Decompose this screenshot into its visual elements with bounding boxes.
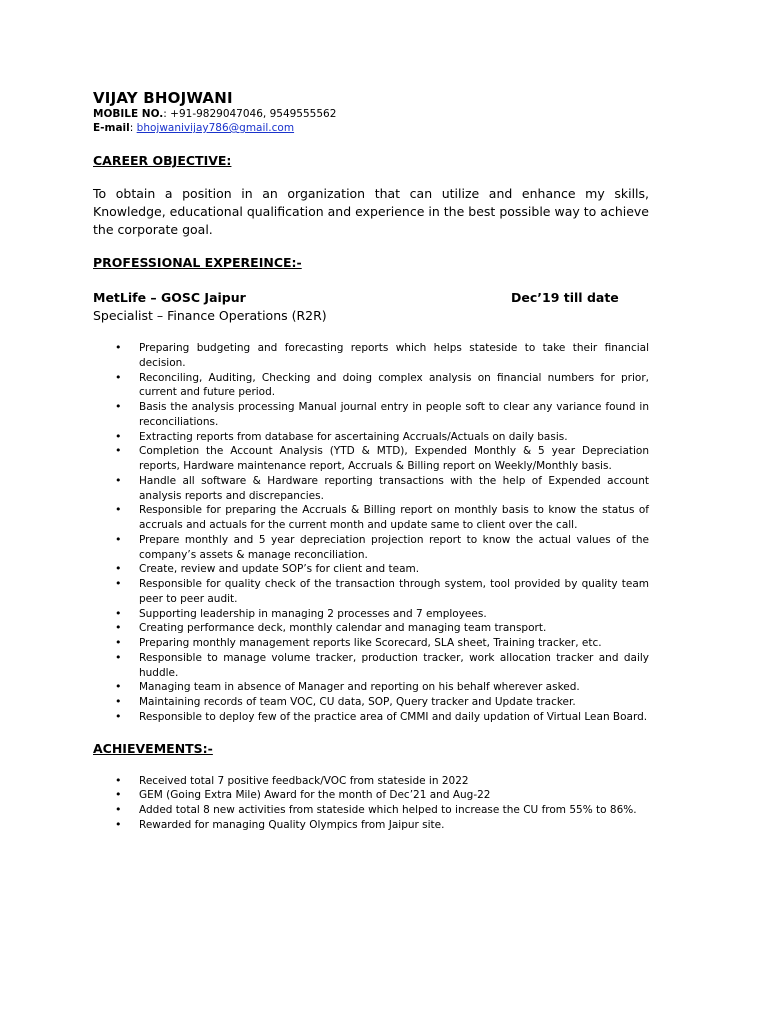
bullet-icon: • <box>115 636 122 649</box>
bullet-icon: • <box>115 621 122 635</box>
achievement-item <box>93 818 649 833</box>
bullet-icon: • <box>115 709 122 723</box>
experience-item <box>93 680 649 695</box>
job-dates: Dec’19 till date <box>511 290 619 305</box>
email-separator: : <box>129 122 137 134</box>
experience-item-text: Supporting leadership in managing 2 processes and 7 employees. <box>139 607 487 620</box>
achievements-bullet-list <box>93 774 649 833</box>
mobile-label: MOBILE NO. <box>93 108 164 120</box>
achievements-heading: ACHIEVEMENTS:- <box>93 740 213 756</box>
experience-bullet-list <box>93 341 649 725</box>
experience-item <box>93 607 649 622</box>
bullet-icon: • <box>115 695 122 708</box>
experience-item-text: Handle all software & Hardware reporting transactions with the help of Expended account analysis reports and discrepancies. <box>139 474 649 502</box>
achievement-item-text: Received total 7 positive feedback/VOC from stateside in 2022 <box>139 774 469 787</box>
experience-item-text: Reconciling, Auditing, Checking and doing complex analysis on financial numbers for prior, current and future period. <box>139 371 649 399</box>
experience-item <box>93 474 649 504</box>
experience-item-text: Completion the Account Analysis (YTD & MTD), Expended Monthly & 5 year Depreciation reports, Hardware maintenance report, Accruals & Billing report on Weekly/Monthly basis. <box>139 445 649 472</box>
bullet-icon: • <box>115 788 122 802</box>
job-title-line <box>93 289 649 307</box>
resume-page <box>93 89 649 833</box>
bullet-icon: • <box>115 650 122 664</box>
experience-item-text: Maintaining records of team VOC, CU data, SOP, Query tracker and Update tracker. <box>139 696 576 708</box>
achievement-item-text: Added total 8 new activities from stateside which helped to increase the CU from 55% to 86%. <box>139 804 637 816</box>
experience-item <box>93 341 649 371</box>
experience-item-text: Responsible to manage volume tracker, production tracker, work allocation tracker and daily huddle. <box>139 651 649 679</box>
experience-item-text: Responsible to deploy few of the practice area of CMMI and daily updation of Virtual Lean Board. <box>139 710 648 723</box>
professional-experience-heading: PROFESSIONAL EXPEREINCE:- <box>93 255 302 270</box>
experience-item-text: Basis the analysis processing Manual journal entry in people soft to clear any variance found in reconciliations. <box>139 401 649 428</box>
bullet-icon: • <box>115 606 122 620</box>
experience-item <box>93 444 649 474</box>
experience-item-text: Responsible for quality check of the transaction through system, tool provided by quality team peer to peer audit. <box>139 578 649 605</box>
experience-item-text: Preparing monthly management reports like Scorecard, SLA sheet, Training tracker, etc. <box>139 637 602 649</box>
experience-item <box>93 710 649 725</box>
bullet-icon: • <box>115 803 122 816</box>
experience-item-text: Prepare monthly and 5 year depreciation projection report to know the actual values of the company’s assets & manage reconciliation. <box>139 533 649 561</box>
experience-item <box>93 636 649 651</box>
job-role: Specialist – Finance Operations (R2R) <box>93 308 327 323</box>
bullet-icon: • <box>115 341 122 354</box>
career-objective-text: To obtain a position in an organization that can utilize and enhance my skills, Knowledge, educational qualification and experience in the best possible way to achieve the corporate goal. <box>93 186 649 237</box>
experience-item <box>93 503 649 533</box>
bullet-icon: • <box>115 562 122 576</box>
experience-item <box>93 562 649 577</box>
bullet-icon: • <box>115 400 122 413</box>
bullet-icon: • <box>115 444 122 458</box>
mobile-value: : +91-9829047046, 9549555562 <box>163 108 337 120</box>
bullet-icon: • <box>115 429 122 443</box>
experience-item-text: Managing team in absence of Manager and reporting on his behalf wherever asked. <box>139 681 580 694</box>
experience-item-text: Preparing budgeting and forecasting reports which helps stateside to take their financial decision. <box>139 342 649 369</box>
experience-item <box>93 400 649 430</box>
experience-item-text: Responsible for preparing the Accruals & Billing report on monthly basis to know the status of accruals and actuals for the current month and update same to client over the call. <box>139 504 649 531</box>
experience-item <box>93 577 649 607</box>
bullet-icon: • <box>115 503 122 517</box>
email-line <box>93 121 649 135</box>
bullet-icon: • <box>115 773 122 787</box>
experience-item <box>93 533 649 563</box>
achievement-item <box>93 774 649 789</box>
career-objective-heading: CAREER OBJECTIVE: <box>93 153 232 168</box>
bullet-icon: • <box>115 577 122 590</box>
bullet-icon: • <box>115 680 122 694</box>
company-name: MetLife – GOSC Jaipur <box>93 290 246 305</box>
achievement-item-text: GEM (Going Extra Mile) Award for the month of Dec’21 and Aug-22 <box>139 789 491 802</box>
achievement-item <box>93 788 649 803</box>
experience-item <box>93 430 649 445</box>
experience-item-text: Create, review and update SOP’s for client and team. <box>139 563 420 576</box>
achievement-item-text: Rewarded for managing Quality Olympics from Jaipur site. <box>139 818 445 831</box>
experience-item-text: Extracting reports from database for ascertaining Accruals/Actuals on daily basis. <box>139 430 568 443</box>
mobile-line <box>93 107 649 121</box>
experience-item-text: Creating performance deck, monthly calendar and managing team transport. <box>139 622 547 635</box>
bullet-icon: • <box>115 473 122 487</box>
email-label: E-mail <box>93 122 130 134</box>
achievement-item <box>93 803 649 818</box>
candidate-name: VIJAY BHOJWANI <box>93 89 233 107</box>
bullet-icon: • <box>115 370 122 384</box>
experience-item <box>93 371 649 401</box>
experience-item <box>93 651 649 681</box>
bullet-icon: • <box>115 817 122 831</box>
email-link[interactable]: bhojwanivijay786@gmail.com <box>136 122 295 134</box>
bullet-icon: • <box>115 532 122 546</box>
experience-item <box>93 621 649 636</box>
experience-item <box>93 695 649 710</box>
